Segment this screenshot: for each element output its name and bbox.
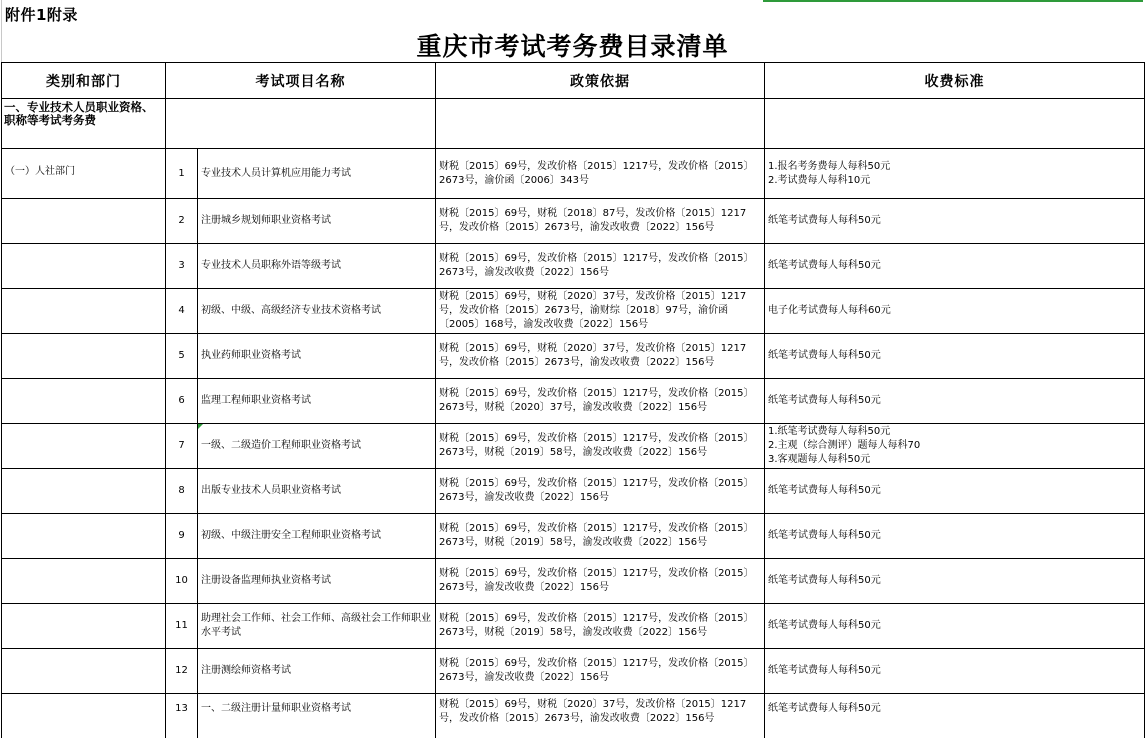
policy-cell[interactable]: 财税〔2015〕69号，发改价格〔2015〕1217号，发改价格〔2015〕2673号，财税〔2019〕58号，渝发改收费〔2022〕156号 (436, 514, 765, 559)
fee-line: 纸笔考试费每人每科50元 (768, 665, 881, 676)
header-row (2, 63, 1145, 99)
fee-line: 纸笔考试费每人每科50元 (768, 620, 881, 631)
table-row (2, 694, 1145, 738)
row-number[interactable]: 3 (166, 244, 198, 289)
exam-name-cell[interactable]: 专业技术人员职称外语等级考试 (198, 244, 436, 289)
department-cell[interactable] (2, 289, 166, 334)
fee-line: 纸笔考试费每人每科50元 (768, 575, 881, 586)
policy-cell[interactable]: 财税〔2015〕69号，发改价格〔2015〕1217号，发改价格〔2015〕2673号，渝价函〔2006〕343号 (436, 149, 765, 199)
exam-name-cell[interactable]: 初级、中级、高级经济专业技术资格考试 (198, 289, 436, 334)
policy-cell[interactable]: 财税〔2015〕69号，发改价格〔2015〕1217号，发改价格〔2015〕2673号，财税〔2019〕58号，渝发改收费〔2022〕156号 (436, 424, 765, 469)
policy-cell[interactable]: 财税〔2015〕69号，财税〔2018〕87号，发改价格〔2015〕1217号，发改价格〔2015〕2673号，渝发改收费〔2022〕156号 (436, 199, 765, 244)
fee-cell[interactable] (765, 559, 1145, 604)
row-number[interactable]: 10 (166, 559, 198, 604)
fee-line: 电子化考试费每人每科60元 (768, 305, 891, 316)
fee-cell[interactable] (765, 244, 1145, 289)
fee-line: 1.纸笔考试费每人每科50元 (768, 426, 891, 437)
fee-cell[interactable] (765, 424, 1145, 469)
section-cell-empty[interactable] (765, 99, 1145, 149)
row-number[interactable]: 11 (166, 604, 198, 649)
fee-line: 纸笔考试费每人每科50元 (768, 350, 881, 361)
fee-line: 1.报名考务费每人每科50元 (768, 160, 891, 172)
section-label[interactable]: 一、专业技术人员职业资格、职称等考试考务费 (2, 99, 166, 149)
department-cell[interactable]: （一）人社部门 (2, 149, 166, 199)
exam-name-cell[interactable]: 监理工程师职业资格考试 (198, 379, 436, 424)
exam-name-cell[interactable]: 初级、中级注册安全工程师职业资格考试 (198, 514, 436, 559)
fee-cell[interactable] (765, 149, 1145, 199)
table-row (2, 469, 1145, 514)
fee-line: 纸笔考试费每人每科50元 (768, 260, 881, 271)
fee-line: 纸笔考试费每人每科50元 (768, 395, 881, 406)
department-cell[interactable] (2, 379, 166, 424)
department-cell[interactable] (2, 694, 166, 738)
department-cell[interactable] (2, 514, 166, 559)
department-cell[interactable] (2, 469, 166, 514)
policy-cell[interactable]: 财税〔2015〕69号，发改价格〔2015〕1217号，发改价格〔2015〕2673号，渝发改收费〔2022〕156号 (436, 559, 765, 604)
policy-cell[interactable]: 财税〔2015〕69号，财税〔2020〕37号，发改价格〔2015〕1217号，发改价格〔2015〕2673号，渝发改收费〔2022〕156号 (436, 694, 765, 738)
fee-cell[interactable] (765, 199, 1145, 244)
fee-cell[interactable] (765, 334, 1145, 379)
policy-cell[interactable]: 财税〔2015〕69号，发改价格〔2015〕1217号，发改价格〔2015〕2673号，渝发改收费〔2022〕156号 (436, 244, 765, 289)
header-fee: 收费标准 (765, 63, 1145, 99)
fee-line: 纸笔考试费每人每科50元 (768, 485, 881, 496)
exam-name-cell[interactable]: 执业药师职业资格考试 (198, 334, 436, 379)
table-row (2, 199, 1145, 244)
fee-cell[interactable] (765, 469, 1145, 514)
policy-cell[interactable]: 财税〔2015〕69号，发改价格〔2015〕1217号，发改价格〔2015〕2673号，财税〔2020〕37号，渝发改收费〔2022〕156号 (436, 379, 765, 424)
fee-cell[interactable] (765, 649, 1145, 694)
row-number[interactable]: 2 (166, 199, 198, 244)
exam-name-cell[interactable]: 出版专业技术人员职业资格考试 (198, 469, 436, 514)
fee-line: 2.主观（综合测评）题每人每科70 (768, 440, 921, 451)
table-row (2, 244, 1145, 289)
table-row (2, 514, 1145, 559)
table-row (2, 424, 1145, 469)
exam-name-cell[interactable]: 注册城乡规划师职业资格考试 (198, 199, 436, 244)
row-number[interactable]: 13 (166, 694, 198, 738)
exam-name-cell[interactable]: 注册设备监理师执业资格考试 (198, 559, 436, 604)
department-cell[interactable] (2, 424, 166, 469)
table-row (2, 649, 1145, 694)
department-cell[interactable] (2, 559, 166, 604)
row-number[interactable]: 7 (166, 424, 198, 469)
policy-cell[interactable]: 财税〔2015〕69号，财税〔2020〕37号，发改价格〔2015〕1217号，发改价格〔2015〕2673号，渝财综〔2018〕97号，渝价函〔2005〕168号，渝发改收费〔2022〕156号 (436, 289, 765, 334)
attachment-label: 附件1附录 (5, 6, 78, 24)
exam-name-cell[interactable]: 注册测绘师资格考试 (198, 649, 436, 694)
selection-accent-line (763, 0, 1143, 2)
row-number[interactable]: 12 (166, 649, 198, 694)
table-row (2, 379, 1145, 424)
row-number[interactable]: 6 (166, 379, 198, 424)
section-cell-empty[interactable] (166, 99, 436, 149)
header-policy: 政策依据 (436, 63, 765, 99)
row-number[interactable]: 8 (166, 469, 198, 514)
fee-line: 纸笔考试费每人每科50元 (768, 530, 881, 541)
table-row (2, 289, 1145, 334)
fee-line: 3.客观题每人每科50元 (768, 454, 871, 465)
department-cell[interactable] (2, 199, 166, 244)
fee-cell[interactable] (765, 514, 1145, 559)
row-number[interactable]: 9 (166, 514, 198, 559)
fee-table (1, 62, 1145, 738)
policy-cell[interactable]: 财税〔2015〕69号，发改价格〔2015〕1217号，发改价格〔2015〕2673号，财税〔2019〕58号，渝发改收费〔2022〕156号 (436, 604, 765, 649)
department-cell[interactable] (2, 334, 166, 379)
row-number[interactable]: 5 (166, 334, 198, 379)
department-cell[interactable] (2, 604, 166, 649)
exam-name-cell[interactable]: 专业技术人员计算机应用能力考试 (198, 149, 436, 199)
page-title: 重庆市考试考务费目录清单 (416, 32, 729, 61)
policy-cell[interactable]: 财税〔2015〕69号，发改价格〔2015〕1217号，发改价格〔2015〕2673号，渝发改收费〔2022〕156号 (436, 649, 765, 694)
table-row (2, 334, 1145, 379)
row-number[interactable]: 1 (166, 149, 198, 199)
fee-cell[interactable] (765, 694, 1145, 738)
section-row (2, 99, 1145, 149)
header-category: 类别和部门 (2, 63, 166, 99)
section-cell-empty[interactable] (436, 99, 765, 149)
department-cell[interactable] (2, 244, 166, 289)
row-number[interactable]: 4 (166, 289, 198, 334)
fee-cell[interactable] (765, 604, 1145, 649)
fee-line: 纸笔考试费每人每科50元 (768, 215, 881, 226)
policy-cell[interactable]: 财税〔2015〕69号，财税〔2020〕37号，发改价格〔2015〕1217号，发改价格〔2015〕2673号，渝发改收费〔2022〕156号 (436, 334, 765, 379)
exam-name-cell[interactable]: 一级、二级造价工程师职业资格考试 (198, 424, 436, 469)
exam-name-cell[interactable]: 助理社会工作师、社会工作师、高级社会工作师职业水平考试 (198, 604, 436, 649)
fee-line: 2.考试费每人每科10元 (768, 174, 871, 186)
header-exam-name: 考试项目名称 (166, 63, 436, 99)
fee-cell[interactable] (765, 289, 1145, 334)
fee-line: 纸笔考试费每人每科50元 (768, 703, 881, 714)
table-row (2, 149, 1145, 199)
fee-cell[interactable] (765, 379, 1145, 424)
department-cell[interactable] (2, 649, 166, 694)
policy-cell[interactable]: 财税〔2015〕69号，发改价格〔2015〕1217号，发改价格〔2015〕2673号，渝发改收费〔2022〕156号 (436, 469, 765, 514)
table-row (2, 604, 1145, 649)
exam-name-cell[interactable]: 一、二级注册计量师职业资格考试 (198, 694, 436, 738)
table-row (2, 559, 1145, 604)
